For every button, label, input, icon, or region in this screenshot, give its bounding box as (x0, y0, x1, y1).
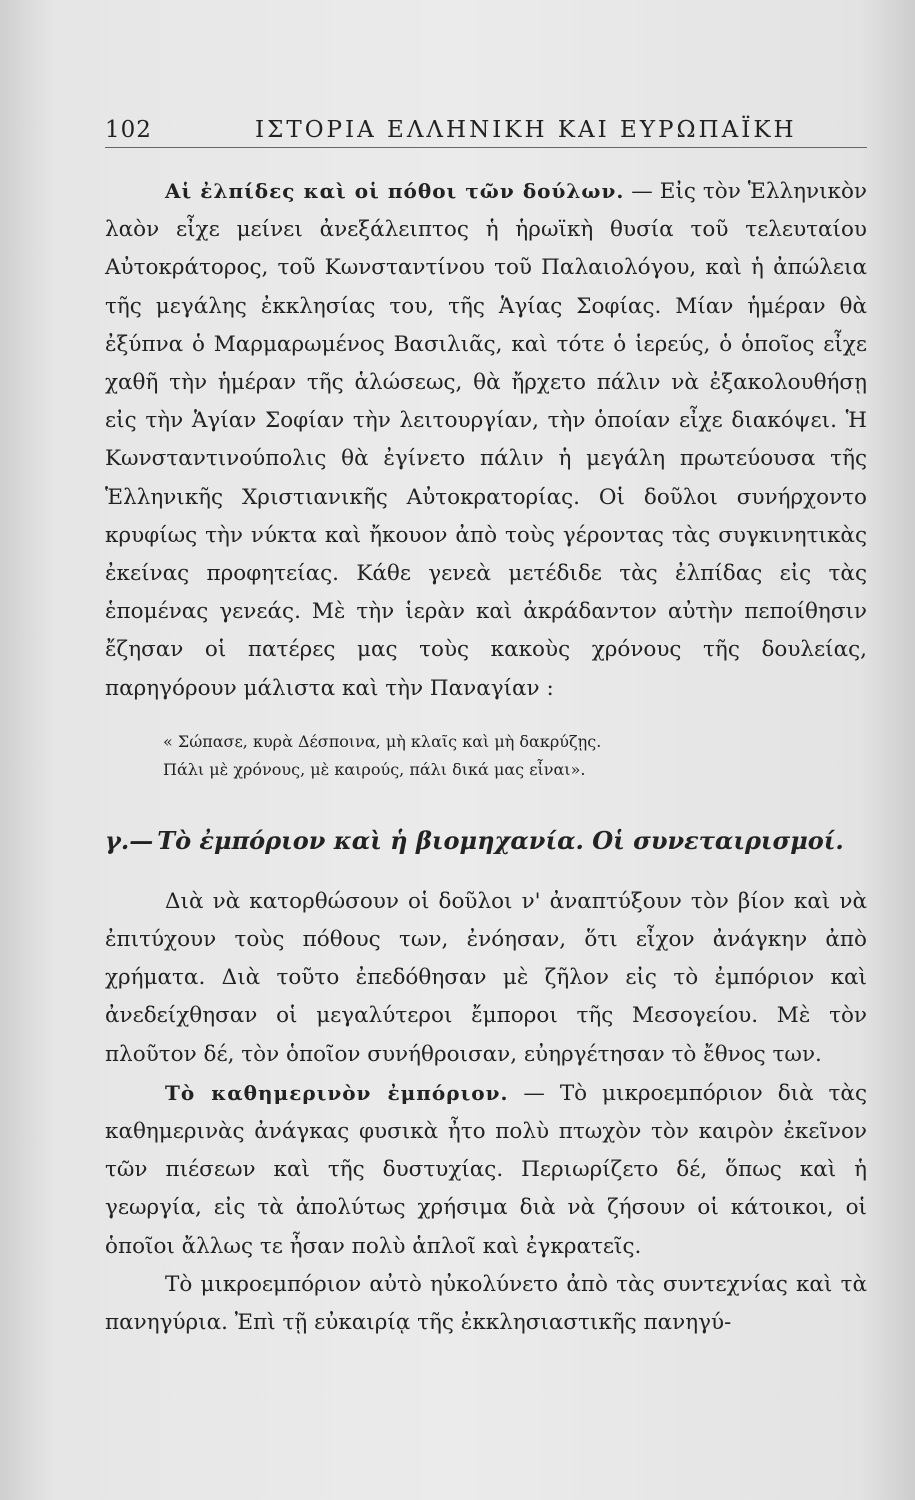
paragraph-money: Διὰ νὰ κατορθώσουν οἱ δοῦλοι ν' ἀναπτύξουν τὸν βίον καὶ νὰ ἐπιτύχουν τοὺς πόθους των, ἐνόησαν, ὅτι εἶχον ἀνάγκην ἀπὸ χρήματα. Διὰ τοῦτο ἐπεδόθησαν μὲ ζῆλον εἰς τὸ ἐμπόριον καὶ ἀνεδείχθησαν οἱ μεγαλύτεροι ἔμποροι τῆς Μεσογείου. Μὲ τὸν πλοῦτον δέ, τὸν ὁποῖον συνήθροισαν, εὐηργέτησαν τὸ ἔθνος των. (105, 888, 867, 1067)
folk-verse-line-2: Πάλι μὲ χρόνους, μὲ καιρούς, πάλι δικά μας εἶναι». (163, 759, 586, 779)
section-letter: γ.— (105, 825, 154, 855)
folk-verse-line-1: « Σώπασε, κυρὰ Δέσποινα, μὴ κλαῖς καὶ μὴ δακρύζῃς. (163, 731, 602, 751)
section-heading (105, 826, 867, 855)
paragraph-hopes (105, 172, 867, 708)
running-title: ΙΣΤΟΡΙΑ ΕΛΛΗΝΙΚΗ ΚΑΙ ΕΥΡΩΠΑΪΚΗ (255, 117, 797, 143)
section-title: Τὸ ἐμπόριον καὶ ἡ βιομηχανία. Οἱ συνεταιρισμοί. (157, 825, 844, 855)
paragraph-small-trade: Τὸ μικροεμπόριον αὐτὸ ηὐκολύνετο ἀπὸ τὰς συντεχνίας καὶ τὰ πανηγύρια. Ἐπὶ τῇ εὐκαιρίᾳ τῆς ἐκκλησιαστικῆς πανηγύ- (105, 1271, 867, 1336)
paragraph-text-hopes: — Εἰς τὸν Ἑλληνικὸν λαὸν εἶχε μείνει ἀνεξάλειπτος ἡ ἡρωϊκὴ θυσία τοῦ τελευταίου Αὐτοκράτορος, τοῦ Κωνσταντίνου τοῦ Παλαιολόγου, καὶ ἡ ἀπώλεια τῆς μεγάλης ἐκκλησίας του, τῆς Ἁγίας Σοφίας. Μίαν ἡμέραν θὰ ἐξύπνα ὁ Μαρμαρωμένος Βασιλιᾶς, καὶ τότε ὁ ἱερεύς, ὁ ὁποῖος εἶχε χαθῆ τὴν ἡμέραν τῆς ἁλώσεως, θὰ ἤρχετο πάλιν νὰ ἐξακολουθήσῃ εἰς τὴν Ἁγίαν Σοφίαν τὴν λειτουργίαν, τὴν ὁποίαν εἶχε διακόψει. Ἡ Κωνσταντινούπολις θὰ ἐγίνετο πάλιν ἡ μεγάλη πρωτεύουσα τῆς Ἑλληνικῆς Χριστιανικῆς Αὐτοκρατορίας. Οἱ δοῦλοι συνήρχοντο κρυφίως τὴν νύκτα καὶ ἤκουον ἀπὸ τοὺς γέροντας τὰς συγκινητικὰς ἐκείνας προφητείας. Κάθε γενεὰ μετέδιδε τὰς ἐλπίδας εἰς τὰς ἑπομένας γενεάς. Μὲ τὴν ἱερὰν καὶ ἀκράδαντον αὐτὴν πεποίθησιν ἔζησαν οἱ πατέρες μας τοὺς κακοὺς χρόνους τῆς δουλείας, παρηγόρουν μάλιστα καὶ τὴν Παναγίαν : (105, 179, 867, 701)
page-number: 102 (105, 117, 152, 143)
page-header (105, 100, 867, 148)
paragraph-daily-trade (105, 1074, 867, 1266)
paragraph-lead-hopes: Αἱ ἐλπίδες καὶ οἱ πόθοι τῶν δούλων. (165, 179, 625, 203)
paragraph-text-daily-trade: — Τὸ μικροεμπόριον διὰ τὰς καθημερινὰς ἀνάγκας φυσικὰ ἦτο πολὺ πτωχὸν τὸν καιρὸν ἐκεῖνον τῶν πιέσεων καὶ τῆς δυστυχίας. Περιωρίζετο δέ, ὅπως καὶ ἡ γεωργία, εἰς τὰ ἀπολύτως χρήσιμα διὰ νὰ ζήσουν οἱ κάτοικοι, οἱ ὁποῖοι ἄλλως τε ἦσαν πολὺ ἁπλοῖ καὶ ἐγκρατεῖς. (105, 1080, 867, 1259)
paragraph-lead-daily-trade: Τὸ καθημερινὸν ἐμπόριον. (165, 1080, 509, 1105)
page-body (105, 172, 867, 1342)
